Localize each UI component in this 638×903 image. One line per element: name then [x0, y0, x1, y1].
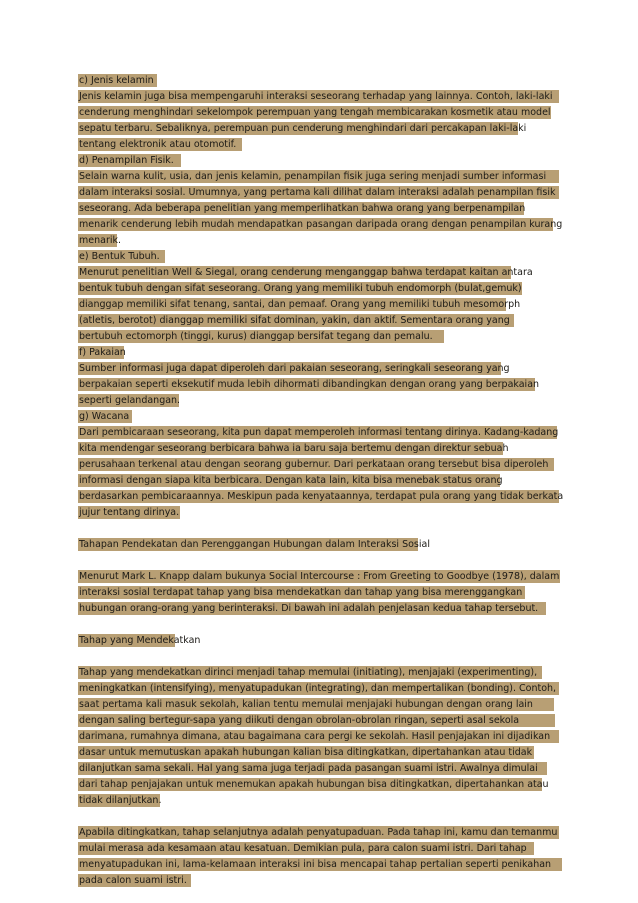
- text-line: Tahapan Pendekatan dan Perenggangan Hubungan dalam Interaksi Sosial: [79, 539, 430, 550]
- text-line: dasar untuk memutuskan apakah hubungan kalian bisa ditingkatkan, dipertahankan atau tidak: [79, 747, 533, 758]
- text-line: tentang elektronik atau otomotif.: [78, 138, 242, 151]
- text-line: jujur tentang dirinya.: [79, 507, 180, 518]
- text-line: berdasarkan pembicaraannya. Meskipun pada kenyataannya, terdapat pula orang yang tidak berkata: [79, 491, 564, 502]
- text-line: perusahaan terkenal atau dengan seorang gubernur. Dari perkataan orang tersebut bisa diperoleh: [78, 458, 554, 471]
- text-line: menarik.: [79, 235, 122, 246]
- text-line: seseorang. Ada beberapa penelitian yang memperlihatkan bahwa orang yang berpenampilan: [79, 203, 526, 214]
- text-line: e) Bentuk Tubuh.: [78, 250, 165, 263]
- text-line: Sumber informasi juga dapat diperoleh dari pakaian seseorang, seringkali seseorang yang: [79, 363, 510, 374]
- text-line: berpakaian seperti eksekutif muda lebih dihormati dibandingkan dengan orang yang berpakaian: [79, 379, 540, 390]
- text-line: informasi dengan siapa kita berbicara. Dengan kata lain, kita bisa menebak status orang: [79, 475, 503, 486]
- text-line: kita mendengar seseorang berbicara bahwa ia baru saja bertemu dengan direktur sebuah: [79, 443, 509, 454]
- text-line: dianggap memiliki sifat tenang, santai, dan pemaaf. Orang yang memiliki tubuh mesomorph: [79, 299, 521, 310]
- text-line: meningkatkan (intensifying), menyatupadukan (integrating), dan mempertalikan (bonding). Contoh,: [78, 682, 559, 695]
- text-line: sepatu terbaru. Sebaliknya, perempuan pun cenderung menghindari dari percakapan laki-laki: [79, 123, 527, 134]
- text-line: Dari pembicaraan seseorang, kita pun dapat memperoleh informasi tentang dirinya. Kadang-kadang: [79, 427, 559, 438]
- text-line: seperti gelandangan.: [79, 395, 181, 406]
- text-line: menyatupadukan ini, lama-kelamaan interaksi ini bisa mencapai tahap pertalian seperti penikahan: [78, 858, 562, 871]
- text-line: f) Pakaian: [79, 347, 126, 358]
- text-line: hubungan orang-orang yang berinteraksi. Di bawah ini adalah penjelasan kedua tahap tersebut.: [78, 602, 546, 615]
- text-line: bentuk tubuh dengan sifat seseorang. Orang yang memiliki tubuh endomorph (bulat,gemuk): [79, 283, 522, 294]
- text-line: dari tahap penjajakan untuk menemukan apakah hubungan bisa ditingkatkan, dipertahankan atau: [79, 779, 549, 790]
- text-line: c) Jenis kelamin: [78, 74, 157, 87]
- text-line: tidak dilanjutkan.: [79, 795, 162, 806]
- text-line: g) Wacana: [78, 410, 132, 423]
- text-line: Selain warna kulit, usia, dan jenis kelamin, penampilan fisik juga sering menjadi sumber informasi: [78, 170, 559, 183]
- text-line: Menurut Mark L. Knapp dalam bukunya Social Intercourse : From Greeting to Goodbye (1978), dalam: [79, 571, 560, 582]
- text-line: (atletis, berotot) dianggap memiliki sifat dominan, yakin, dan aktif. Sementara orang yang: [78, 314, 514, 327]
- text-line: Jenis kelamin juga bisa mempengaruhi interaksi seseorang terhadap yang lainnya. Contoh, laki-laki: [78, 90, 559, 103]
- text-line: bertubuh ectomorph (tinggi, kurus) dianggap bersifat tegang dan pemalu.: [78, 330, 444, 343]
- text-line: Menurut penelitian Well & Siegal, orang cenderung menganggap bahwa terdapat kaitan antara: [79, 267, 533, 278]
- text-line: dilanjutkan sama sekali. Hal yang sama juga terjadi pada pasangan suami istri. Awalnya dimulai: [78, 762, 547, 775]
- text-line: Tahap yang mendekatkan dirinci menjadi tahap memulai (initiating), menjajaki (experimenting),: [78, 666, 542, 679]
- text-line: pada calon suami istri.: [78, 874, 191, 887]
- text-line: dalam interaksi sosial. Umumnya, yang pertama kali dilihat dalam interaksi adalah penampilan fisik: [78, 186, 559, 199]
- text-line: darimana, rumahnya dimana, atau bagaimana cara pergi ke sekolah. Hasil penjajakan ini dijadikan: [78, 730, 559, 743]
- text-line: dengan saling bertegur-sapa yang diikuti dengan obrolan-obrolan ringan, seperti asal sekola: [78, 714, 555, 727]
- text-line: menarik cenderung lebih mudah mendapatkan pasangan daripada orang dengan penampilan kurang: [79, 219, 563, 230]
- text-line: d) Penampilan Fisik.: [78, 154, 181, 167]
- text-line: Apabila ditingkatkan, tahap selanjutnya adalah penyatupaduan. Pada tahap ini, kamu dan temanmu: [79, 827, 558, 838]
- text-line: cenderung menghindari sekelompok perempuan yang tengah membicarakan kosmetik atau model: [79, 107, 551, 118]
- text-line: Tahap yang Mendekatkan: [79, 635, 201, 646]
- text-line: mulai merasa ada kesamaan atau kesatuan. Demikian pula, para calon suami istri. Dari tahap: [78, 842, 534, 855]
- text-line: interaksi sosial terdapat tahap yang bisa mendekatkan dan tahap yang bisa merenggangkan: [78, 586, 525, 599]
- text-line: saat pertama kali masuk sekolah, kalian tentu memulai menjajaki hubungan dengan orang lain: [78, 698, 554, 711]
